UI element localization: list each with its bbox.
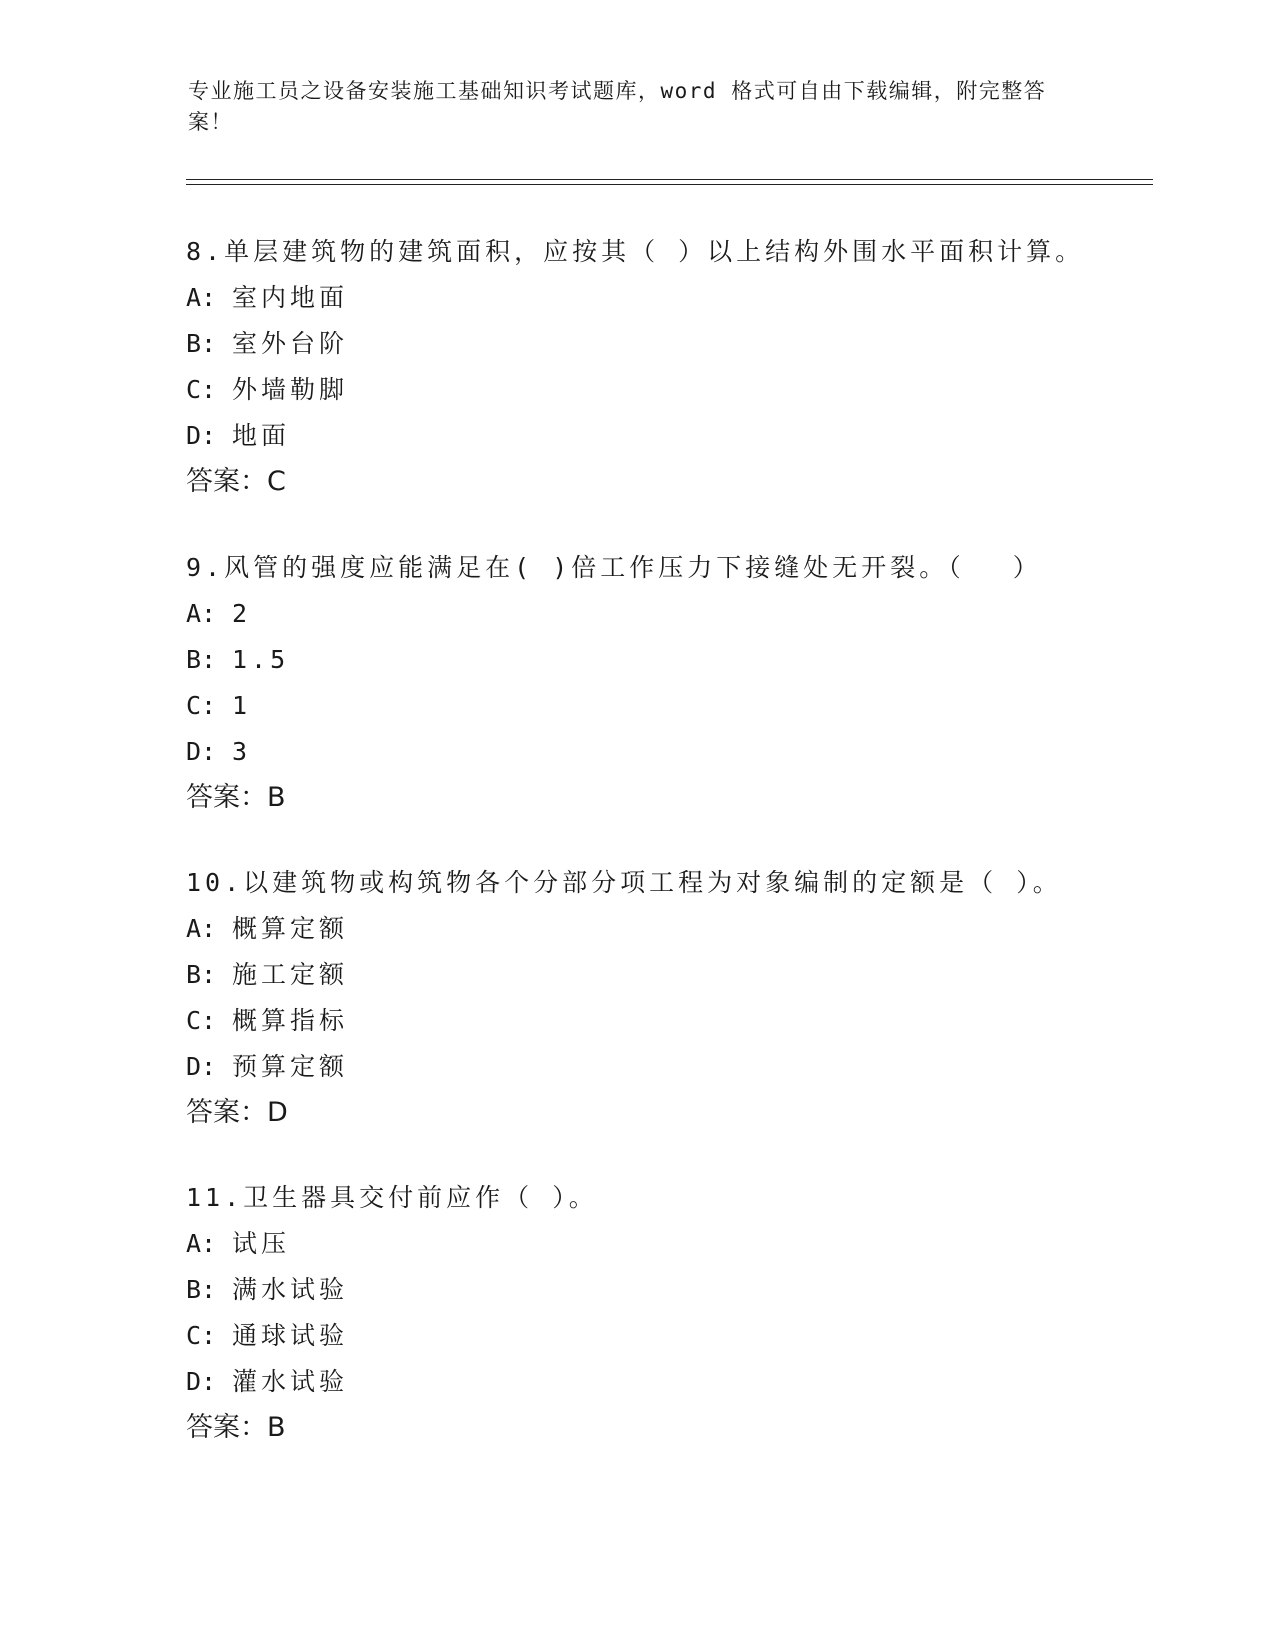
- option-text: 概算定额: [232, 914, 349, 943]
- option-c: [186, 690, 1146, 736]
- question-stem: 8.单层建筑物的建筑面积，应按其（ ）以上结构外围水平面积计算。: [186, 237, 1085, 266]
- question-8: [186, 236, 1146, 512]
- option-text: 室内地面: [232, 283, 349, 312]
- option-text: 2: [232, 599, 252, 628]
- option-key: D:: [186, 1367, 217, 1396]
- option-text: 通球试验: [232, 1321, 349, 1350]
- option-c: [186, 1005, 1146, 1051]
- option-text: 满水试验: [232, 1275, 349, 1304]
- option-d: [186, 1366, 1146, 1412]
- option-text: 概算指标: [232, 1006, 349, 1035]
- question-9: [186, 552, 1146, 828]
- answer-line: 答案：D: [186, 1097, 288, 1128]
- option-key: B:: [186, 1275, 217, 1304]
- option-key: D:: [186, 1052, 217, 1081]
- option-key: A:: [186, 599, 217, 628]
- answer-line: 答案：C: [186, 466, 286, 497]
- option-text: 3: [232, 737, 252, 766]
- option-text: 1: [232, 691, 252, 720]
- option-key: B:: [186, 329, 217, 358]
- option-b: [186, 959, 1146, 1005]
- option-a: [186, 282, 1146, 328]
- option-d: [186, 420, 1146, 466]
- option-key: A:: [186, 283, 217, 312]
- option-b: [186, 328, 1146, 374]
- option-c: [186, 374, 1146, 420]
- option-b: [186, 1274, 1146, 1320]
- option-text: 施工定额: [232, 960, 349, 989]
- header-divider-top: [186, 179, 1153, 180]
- document-header: 专业施工员之设备安装施工基础知识考试题库，word 格式可自由下载编辑，附完整答案！: [188, 79, 1047, 134]
- question-11: [186, 1182, 1146, 1458]
- answer-line: 答案：B: [186, 1412, 286, 1443]
- question-stem: 11.卫生器具交付前应作（ ）。: [186, 1183, 598, 1212]
- option-a: [186, 1228, 1146, 1274]
- option-key: B:: [186, 645, 217, 674]
- option-text: 预算定额: [232, 1052, 349, 1081]
- option-key: C:: [186, 1321, 217, 1350]
- option-text: 外墙勒脚: [232, 375, 349, 404]
- option-key: D:: [186, 737, 217, 766]
- option-text: 灌水试验: [232, 1367, 349, 1396]
- option-c: [186, 1320, 1146, 1366]
- question-10: [186, 867, 1146, 1143]
- option-key: A:: [186, 914, 217, 943]
- option-key: D:: [186, 421, 217, 450]
- option-a: [186, 913, 1146, 959]
- answer-line: 答案：B: [186, 782, 286, 813]
- option-d: [186, 736, 1146, 782]
- option-text: 地面: [232, 421, 291, 450]
- question-stem: 9.风管的强度应能满足在( )倍工作压力下接缝处无开裂。（ ）: [186, 553, 1042, 582]
- option-key: C:: [186, 1006, 217, 1035]
- option-a: [186, 598, 1146, 644]
- option-text: 室外台阶: [232, 329, 349, 358]
- option-key: B:: [186, 960, 217, 989]
- option-b: [186, 644, 1146, 690]
- option-key: C:: [186, 375, 217, 404]
- option-text: 1.5: [232, 645, 290, 674]
- option-d: [186, 1051, 1146, 1097]
- option-text: 试压: [232, 1229, 291, 1258]
- option-key: A:: [186, 1229, 217, 1258]
- header-divider-bottom: [186, 184, 1153, 185]
- question-stem: 10.以建筑物或构筑物各个分部分项工程为对象编制的定额是（ ）。: [186, 868, 1062, 897]
- option-key: C:: [186, 691, 217, 720]
